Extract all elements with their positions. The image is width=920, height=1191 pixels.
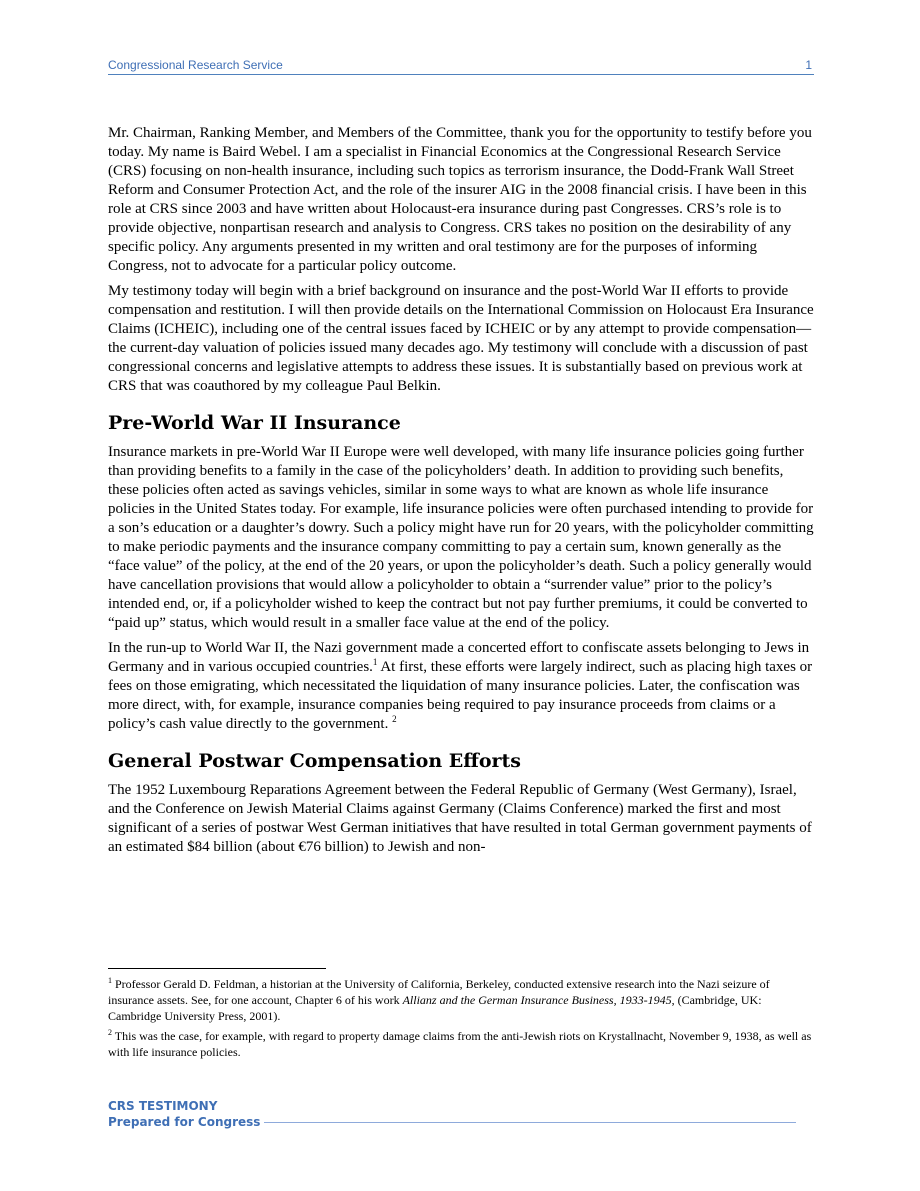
section-heading-pre-war: Pre-World War II Insurance <box>108 412 401 434</box>
footnote-2-number: 2 <box>108 1028 112 1037</box>
footnote-separator <box>108 968 326 969</box>
running-header <box>108 56 814 75</box>
pre-war-paragraph-2-text-a: In the run-up to World War II, the Nazi government made a concerted effort to confiscate assets belonging to Jews in Germany and in various occupied countries. <box>108 640 810 675</box>
footnote-1 <box>108 976 814 1024</box>
document-body <box>108 124 814 863</box>
footer-line-2-row <box>108 1114 808 1130</box>
footnote-ref-1[interactable]: 1 <box>372 657 378 667</box>
footer-line-2: Prepared for Congress <box>108 1115 261 1129</box>
pre-war-paragraph-2-text-b: At first, these efforts were largely indirect, such as placing high taxes or fees on those emigrating, which necessitated the liquidation of many insurance policies. Later, the confiscation was more direct, with, for example, insurance companies being required to pay insurance proceeds from claims or a policy’s cash value directly to the government. <box>108 659 813 732</box>
footnote-1-number: 1 <box>108 976 112 985</box>
header-organization: Congressional Research Service <box>108 58 283 72</box>
footnote-ref-2[interactable]: 2 <box>392 714 397 724</box>
page-footer <box>108 1098 808 1130</box>
footnote-2-text: This was the case, for example, with regard to property damage claims from the anti-Jewish riots on Krystallnacht, November 9, 1938, as well as with life insurance policies. <box>108 1029 812 1059</box>
intro-paragraph-2: My testimony today will begin with a brief background on insurance and the post-World War II efforts to provide compensation and restitution. I will then provide details on the International Commission on Holocaust Era Insurance Claims (ICHEIC), including one of the central issues faced by ICHEIC or by any attempt to provide compensation—the current-day valuation of policies issued many decades ago. My testimony will conclude with a discussion of past congressional concerns and legislative attempts to address these issues. It is substantially based on previous work at CRS that was coauthored by my colleague Paul Belkin. <box>108 283 814 394</box>
footnote-1-text-b: , (Cambridge, UK: Cambridge University Press, 2001). <box>108 993 762 1023</box>
footnote-2 <box>108 1028 814 1060</box>
footer-line-1: CRS TESTIMONY <box>108 1099 218 1113</box>
pre-war-paragraph-1: Insurance markets in pre-World War II Europe were well developed, with many life insurance policies going further than providing benefits to a family in the case of the policyholders’ death. In addition to providing such benefits, these policies often acted as savings vehicles, similar in some ways to what are known as whole life insurance policies in the United States today. For example, life insurance policies were often purchased intending to provide for a son’s education or a daughter’s dowry. Such a policy might have run for 20 years, with the policyholder committing to make periodic payments and the insurance company committing to pay a certain sum, known generally as the “face value” of the policy, at the end of the 20 years, or upon the policyholder’s death. Such a policy generally would have cancellation provisions that would allow a policyholder to obtain a “surrender value” prior to the policy’s intended end, or, if a policyholder wished to keep the contract but not pay further premiums, it could be converted to “paid up” status, which would result in a smaller face value at the end of the policy. <box>108 444 814 631</box>
postwar-paragraph-1: The 1952 Luxembourg Reparations Agreement between the Federal Republic of Germany (West Germany), Israel, and the Conference on Jewish Material Claims against Germany (Claims Conference) marked the first and most significant of a series of postwar West German initiatives that have resulted in total German government payments of an estimated $84 billion (about €76 billion) to Jewish and non- <box>108 782 812 855</box>
pre-war-paragraph-2 <box>108 639 814 734</box>
page-number: 1 <box>805 58 812 72</box>
footnote-1-text-a: Professor Gerald D. Feldman, a historian at the University of California, Berkeley, conducted extensive research into the Nazi seizure of insurance assets. See, for one account, Chapter 6 of his work <box>108 977 770 1007</box>
section-heading-postwar: General Postwar Compensation Efforts <box>108 750 522 772</box>
footnote-1-book-title: Allianz and the German Insurance Business, 1933-1945 <box>402 993 672 1007</box>
intro-paragraph-1: Mr. Chairman, Ranking Member, and Members of the Committee, thank you for the opportunity to testify before you today. My name is Baird Webel. I am a specialist in Financial Economics at the Congressional Research Service (CRS) focusing on non-health insurance, including such topics as terrorism insurance, the Dodd-Frank Wall Street Reform and Consumer Protection Act, and the role of the insurer AIG in the 2008 financial crisis. I have been in this role at CRS since 2003 and have written about Holocaust-era insurance during past Congresses. CRS’s role is to provide objective, nonpartisan research and analysis to Congress. CRS takes no position on the desirability of any specific policy. Any arguments presented in my written and oral testimony are for the purposes of informing Congress, not to advocate for a particular policy outcome. <box>108 125 812 274</box>
footnotes <box>108 976 814 1064</box>
footer-rule <box>264 1122 796 1123</box>
